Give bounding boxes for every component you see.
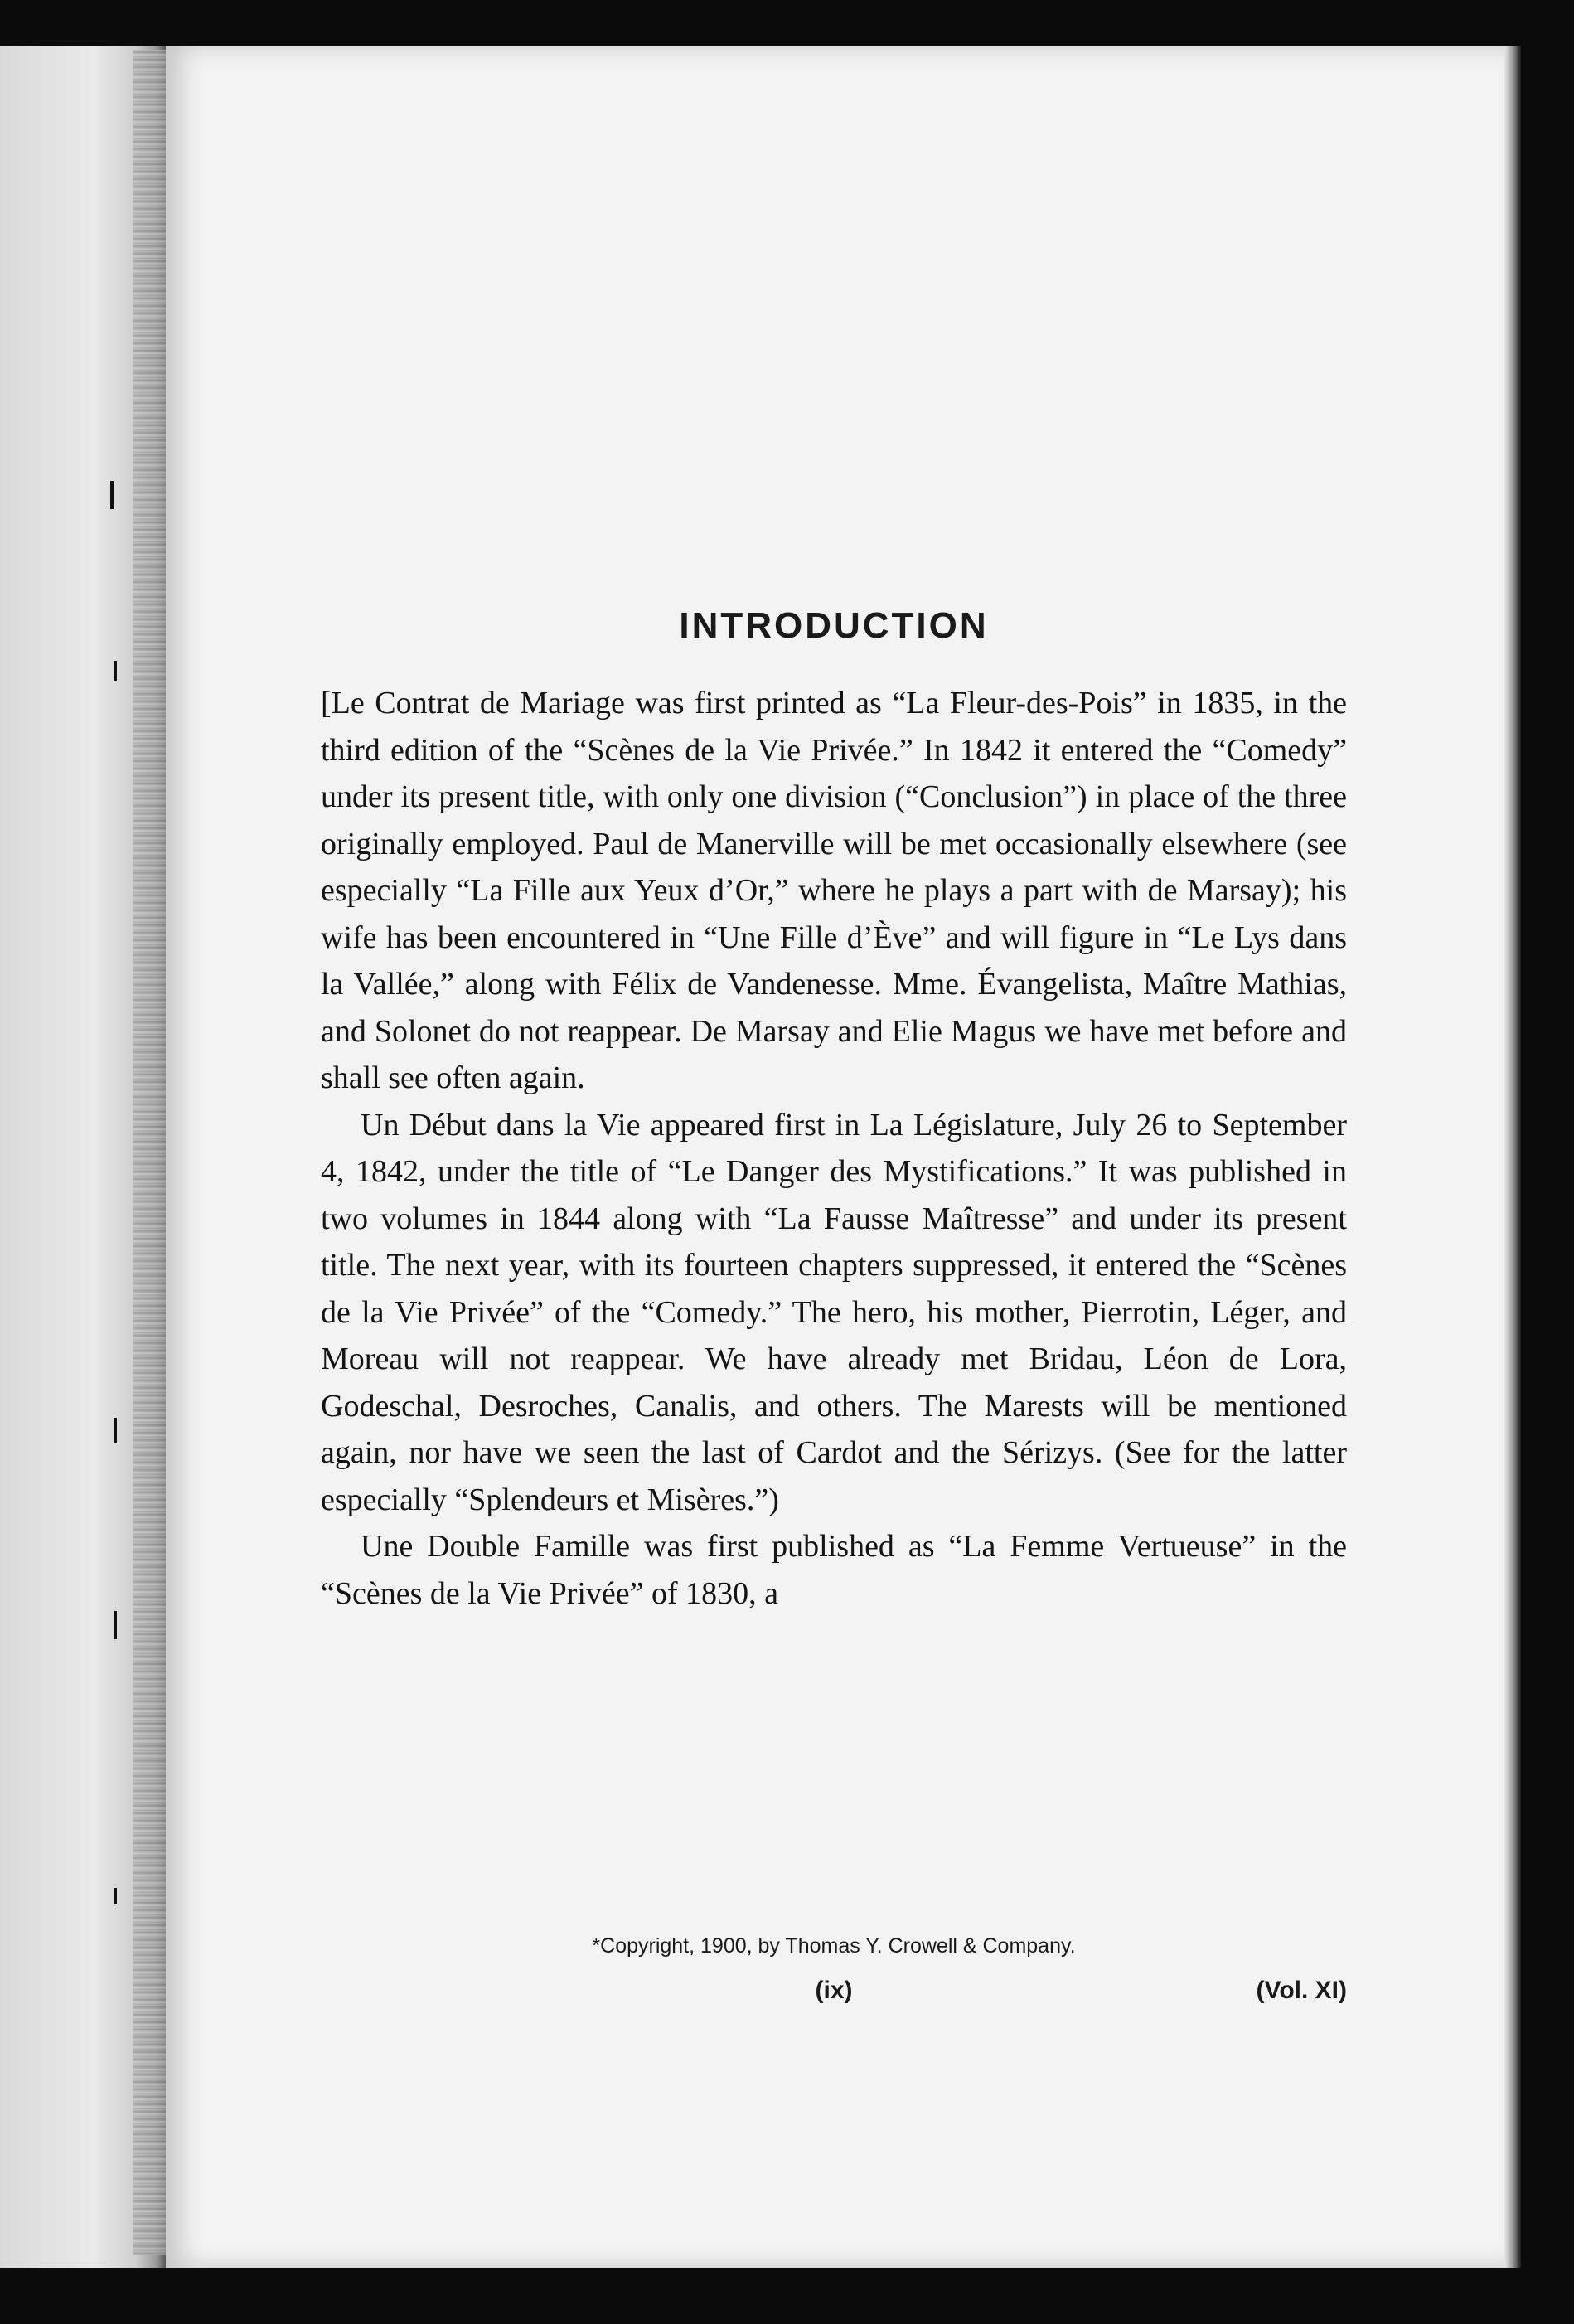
margin-mark bbox=[114, 1611, 117, 1639]
margin-mark bbox=[114, 1888, 117, 1904]
margin-mark bbox=[110, 481, 114, 509]
margin-mark bbox=[114, 1418, 117, 1443]
page-right-edge bbox=[1504, 46, 1521, 2268]
margin-mark bbox=[114, 661, 117, 681]
page-number: (ix) bbox=[815, 1977, 853, 2004]
copyright-footnote: *Copyright, 1900, by Thomas Y. Crowell & Company. bbox=[592, 1934, 1076, 1958]
paragraph-debut-dans-la-vie: Un Début dans la Vie appeared first in La Législature, July 26 to September 4, 1842, under the title of “Le Danger des Mystifications.” It was published in two volumes in 1844 along with “La Fausse Maîtresse” and under its present title. The next year, with its fourteen chapters suppressed, it entered the “Scènes de la Vie Privée” of the “Comedy.” The hero, his mother, Pierrotin, Léger, and Moreau will not reappear. We have already met Bridau, Léon de Lora, Godeschal, Desroches, Canalis, and others. The Marests will be mentioned again, nor have we seen the last of Cardot and the Sérizys. (See for the latter especially “Splendeurs et Misères.”) bbox=[321, 1107, 1347, 1517]
paragraph-contrat-de-mariage: [Le Contrat de Mariage was first printed as “La Fleur-des-Pois” in 1835, in the third edition of the “Scènes de la Vie Privée.” In 1842 it entered the “Comedy” under its present title, with only one division (“Conclusion”) in place of the three originally employed. Paul de Manerville will be met occasionally elsewhere (see especially “La Fille aux Yeux d’Or,” where he plays a part with de Marsay); his wife has been encountered in “Une Fille d’Ève” and will figure in “Le Lys dans la Vallée,” along with Félix de Vandenesse. Mme. Évangelista, Maître Mathias, and Solonet do not reappear. De Marsay and Elie Magus we have met before and shall see often again. bbox=[321, 686, 1347, 1095]
volume-label: (Vol. XI) bbox=[1256, 1977, 1347, 2004]
text-block bbox=[321, 605, 1347, 1617]
paragraph-double-famille: Une Double Famille was first published as “La Femme Vertueuse” in the “Scènes de la Vie Privée” of 1830, a bbox=[321, 1529, 1347, 1611]
page-title: INTRODUCTION bbox=[679, 605, 989, 646]
